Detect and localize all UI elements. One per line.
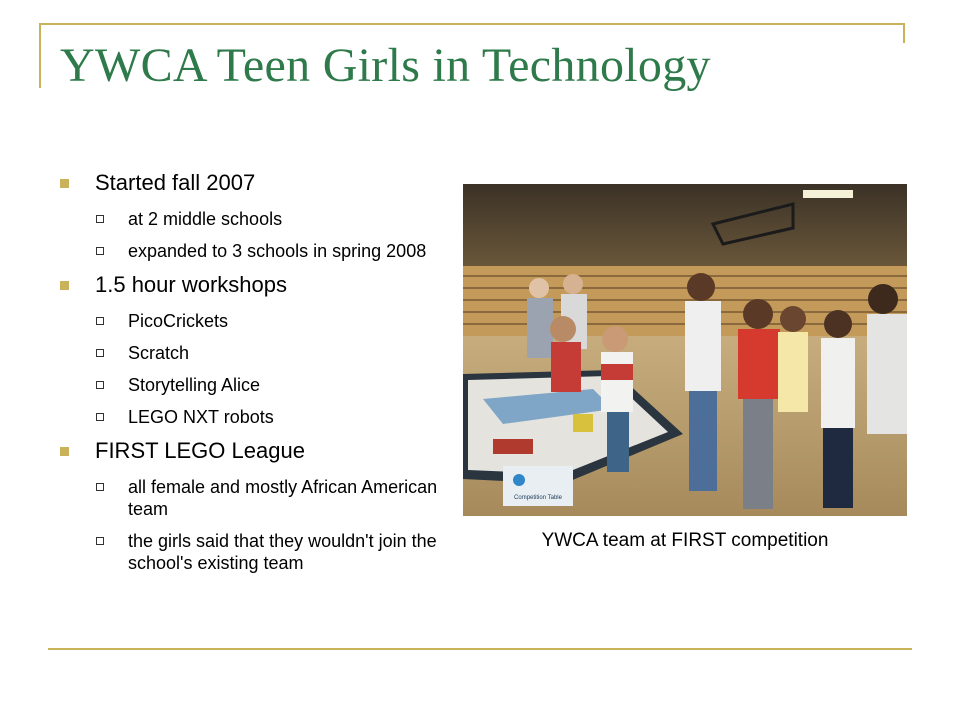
sub-bullet [60,240,460,262]
sub-bullet-text: expanded to 3 schools in spring 2008 [128,241,427,261]
bullet-list [60,170,460,584]
sub-bullet-text: all female and mostly African American team [128,477,438,519]
sub-bullet-text: PicoCrickets [128,311,229,331]
frame-right-tick [903,23,905,43]
hollow-square-bullet-icon [96,215,104,223]
frame-top-line [39,23,905,25]
team-photo [463,184,907,516]
ceiling-light [803,190,853,198]
team-photo-illustration [463,184,907,516]
frame-left-line [39,23,41,88]
bullet-started [60,170,460,196]
hollow-square-bullet-icon [96,349,104,357]
hollow-square-bullet-icon [96,247,104,255]
bullet-text: 1.5 hour workshops [95,272,287,297]
sub-bullet [60,530,460,574]
lego-robot [493,439,533,454]
hollow-square-bullet-icon [96,537,104,545]
hollow-square-bullet-icon [96,381,104,389]
bullet-text: FIRST LEGO League [95,438,305,463]
photo-caption: YWCA team at FIRST competition [541,530,829,551]
hollow-square-bullet-icon [96,483,104,491]
sign-text: Competition Table [514,495,562,501]
bullet-fll [60,438,460,464]
frame-bottom-line [48,648,912,650]
sub-bullet [60,476,460,520]
sub-bullet-text: LEGO NXT robots [128,407,274,427]
sub-bullet [60,208,460,230]
lego-model [573,414,593,432]
square-bullet-icon [60,281,69,290]
sub-bullet-text: Storytelling Alice [128,375,261,395]
sub-bullet-text: Scratch [128,343,190,363]
sub-bullet [60,342,460,364]
sub-bullet-text: the girls said that they wouldn't join the school's existing team [128,531,437,573]
sign-logo-icon [513,474,525,486]
bullet-text: Started fall 2007 [95,170,256,195]
sub-bullet [60,406,460,428]
square-bullet-icon [60,447,69,456]
hollow-square-bullet-icon [96,413,104,421]
slide-title: YWCA Teen Girls in Technology [60,39,711,92]
sub-bullet-text: at 2 middle schools [128,209,283,229]
sub-bullet [60,374,460,396]
square-bullet-icon [60,179,69,188]
bullet-workshops [60,272,460,298]
hollow-square-bullet-icon [96,317,104,325]
sub-bullet [60,310,460,332]
